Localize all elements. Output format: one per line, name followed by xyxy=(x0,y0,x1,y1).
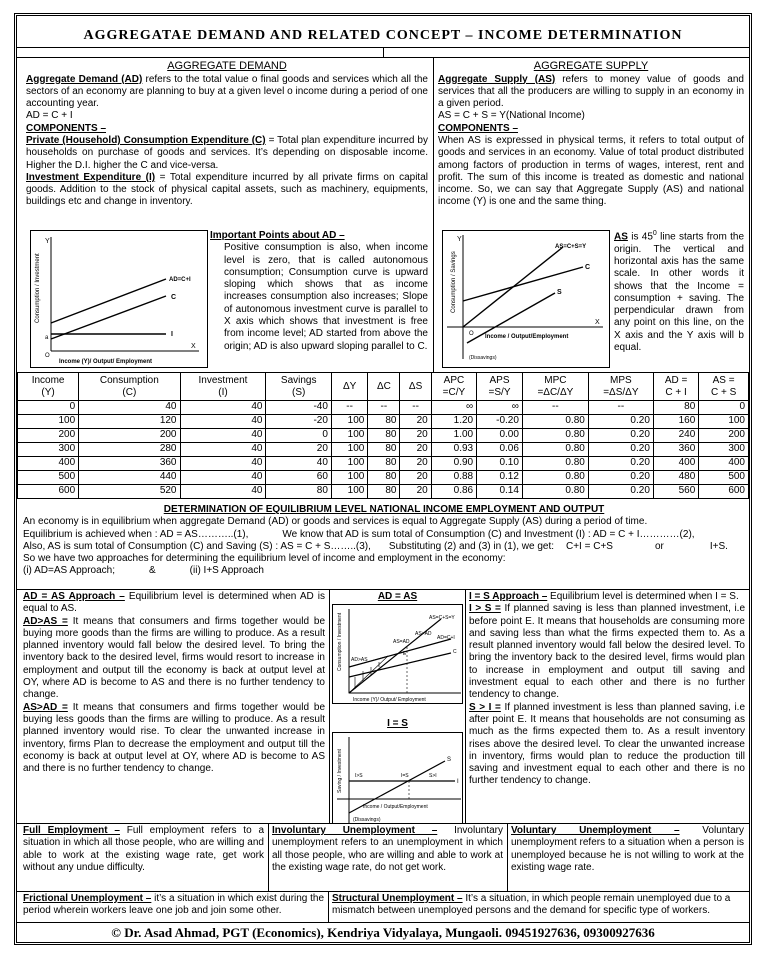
table-cell: 40 xyxy=(266,457,331,471)
table-cell: 0.20 xyxy=(588,471,653,485)
as-heading: AGGREGATE SUPPLY xyxy=(533,60,649,72)
invol-text: Involuntary unemployment refers to an unemployment in which all those people, who are willing and able to work at the existing wage rate, do not get work. xyxy=(272,825,503,873)
table-row xyxy=(18,471,749,485)
ad-line xyxy=(51,279,166,323)
table-header-cell: ΔY xyxy=(331,373,367,401)
table-cell: 400 xyxy=(699,457,749,471)
label-c: C xyxy=(453,649,457,656)
eq-line1: An economy is in equilibrium when aggregate Demand (AD) or goods and services is equal to Aggregate Supply (AS) during a period of time. xyxy=(23,516,648,528)
points-text: Positive consumption is also, when income level is zero, that is called autonomous consumption; Consumption curve is upward sloping which shows that as income increases consumption also increases; Slope of autonomous investment curve is parallel to X axis which shows that investment is free from income level; AD started from above the origin; AD is also upward sloping parallel to C. xyxy=(224,242,428,352)
adas-approach xyxy=(23,591,325,823)
table-cell: 0.80 xyxy=(522,429,588,443)
table-cell: 400 xyxy=(653,457,698,471)
table-cell: 0.00 xyxy=(477,429,523,443)
table-cell: 100 xyxy=(331,485,367,499)
table-cell: 40 xyxy=(180,429,266,443)
divider xyxy=(383,48,384,57)
table-cell: 80 xyxy=(653,401,698,415)
table-cell: 0.80 xyxy=(522,471,588,485)
i-term: Investment Expenditure (I) xyxy=(26,171,156,183)
table-cell: 500 xyxy=(699,471,749,485)
table-cell: 20 xyxy=(400,471,431,485)
label-c: C xyxy=(585,264,591,271)
divider xyxy=(17,891,749,892)
table-cell: 100 xyxy=(331,429,367,443)
table-cell: 100 xyxy=(331,457,367,471)
c-text: = Total plan expenditure incurred by households on purchase of goods and services. It’s depending on disposable income. Higher the D.I. higher the C and vice-versa. xyxy=(26,135,428,171)
table-cell: 20 xyxy=(400,429,431,443)
x-label: Income / Output/Employment xyxy=(363,803,428,810)
schedule-table-wrap xyxy=(17,372,749,503)
table-cell: 0.14 xyxy=(477,485,523,499)
divider xyxy=(465,589,466,823)
label-i: I xyxy=(457,778,459,785)
label-eq: AS=AD xyxy=(393,639,410,646)
ad-def-text: refers to the total value o final goods and services which all the sectors of an economy are planning to buy at a given level o income during a period of one accounting year. xyxy=(26,73,428,110)
as-note-text-2: line starts from the origin. The vertical and horizontal axis has the same scale. In other words it shows that the Income = consumption + saving. The perpendicular drawn from any point on this line, on the X axis and the Y axis will b equal. xyxy=(614,231,744,353)
schedule-table xyxy=(17,372,749,499)
label-ad: AD=C+I xyxy=(437,635,455,642)
label-s: S xyxy=(557,289,562,296)
table-cell: 400 xyxy=(18,457,79,471)
important-points xyxy=(210,230,428,372)
x-label: Income / Output/Employment xyxy=(485,334,569,340)
full-text: Full employment refers to a situation in which all those people, who are willing and able to work at the existing wage rate, get work without any undue difficulty. xyxy=(23,825,264,873)
table-cell: -0.20 xyxy=(477,415,523,429)
table-header-cell: APS =S/Y xyxy=(477,373,523,401)
footer-credit: © Dr. Asad Ahmad, PGT (Economics), Kendriya Vidyalaya, Mungaoli. 09451927636, 09300927636 xyxy=(17,922,749,942)
table-cell: 80 xyxy=(368,457,400,471)
ad-formula: AD = C + I xyxy=(26,110,73,122)
table-cell: 0.20 xyxy=(588,443,653,457)
table-cell: 520 xyxy=(79,485,180,499)
as-def-text: refers to money value of goods and services that all the producers are willing to supply in an economy in a given period. xyxy=(438,73,744,110)
table-cell: 240 xyxy=(653,429,698,443)
vol-term: Voluntary Unemployment – xyxy=(511,825,680,836)
table-cell: 0.06 xyxy=(477,443,523,457)
as-graph xyxy=(442,230,610,368)
label-as: AS=C+S=Y xyxy=(555,244,587,250)
table-cell: -20 xyxy=(266,415,331,429)
table-cell: 20 xyxy=(400,457,431,471)
table-cell: 360 xyxy=(653,443,698,457)
adas-p1-text: It means that consumers and firms together would be buying more goods than the firms are willing to produce. As a result planned inventory would fall below the desired level. To bring the inventory back to the desired level, firms would resort to increase in employment and output till the economy is back at output level at OY, where AD is become to AS and there is no further tendency to change. xyxy=(23,615,325,701)
label-y: Y xyxy=(45,238,50,245)
table-header-cell: Consumption (C) xyxy=(79,373,180,401)
table-cell: 0.80 xyxy=(522,415,588,429)
x-label: Income (Y)/ Output/ Employment xyxy=(353,697,426,704)
y-label: Consumption / Investment xyxy=(337,613,343,672)
as-comp-text: When AS is expressed in physical terms, it refers to total output of goods and services in an economy. Value of total product distributed among factors of production in terms of wages, interest, rent and profit. The sum of this income is treated as domestic and national income. So, we can say that Aggregate Supply (AS) and national income (Y) is one and the same thing. xyxy=(438,135,744,208)
eq-line3c: C+I = C+S xyxy=(566,540,613,552)
adas-p2-text: It means that consumers and firms together would be buying less goods than the firms are willing to produce. As a result planned inventory would rise. To clear the unwanted increase in inventory, firms Plan to decrease the employment and output till the economy is back at output level at OY, where AD is become to AS and there is no further tendency to change. xyxy=(23,701,325,775)
table-row xyxy=(18,401,749,415)
label-o: O xyxy=(469,331,474,337)
is-p2-term: S > I = xyxy=(469,701,501,713)
table-cell: -- xyxy=(522,401,588,415)
as-graph-svg xyxy=(443,231,609,367)
table-cell: 80 xyxy=(368,443,400,457)
voluntary-unemployment xyxy=(511,825,744,891)
table-cell: ∞ xyxy=(477,401,523,415)
table-cell: 360 xyxy=(79,457,180,471)
table-header-row xyxy=(18,373,749,401)
as-formula: AS = C + S = Y(National Income) xyxy=(438,110,585,122)
structural-unemployment xyxy=(332,893,744,922)
y-label: Consumption / Investment xyxy=(35,253,41,323)
table-header-cell: ΔS xyxy=(400,373,431,401)
table-cell: 20 xyxy=(400,415,431,429)
as-note-term: AS xyxy=(614,231,628,243)
as-note-sup: 0 xyxy=(652,230,657,237)
table-cell: 40 xyxy=(180,485,266,499)
table-cell: 500 xyxy=(18,471,79,485)
equilibrium-section xyxy=(23,504,745,590)
table-cell: 20 xyxy=(266,443,331,457)
table-cell: 20 xyxy=(400,443,431,457)
table-header-cell: AD = C + I xyxy=(653,373,698,401)
table-cell: 0.10 xyxy=(477,457,523,471)
table-header-cell: Investment (I) xyxy=(180,373,266,401)
label-x: X xyxy=(191,343,196,350)
label-igt: I>S xyxy=(355,772,363,779)
eq-line3a: Also, AS is sum total of Consumption (C) and Saving (S) : AS = C + S……..(3), xyxy=(23,540,371,552)
graph-adas xyxy=(332,604,463,704)
table-cell: 1.00 xyxy=(431,429,476,443)
table-cell: 80 xyxy=(266,485,331,499)
as-components: COMPONENTS – xyxy=(438,122,519,134)
eq-line2b: We know that AD is sum total of Consumption (C) and Investment (I) : AD = C + I…………(2), xyxy=(282,528,695,540)
graph-is-title: I = S xyxy=(387,718,408,730)
table-row xyxy=(18,443,749,457)
eq-line3d: or xyxy=(654,540,664,552)
eq-line5c: (ii) I+S Approach xyxy=(189,565,264,577)
table-cell: 120 xyxy=(79,415,180,429)
full-employment xyxy=(23,825,264,891)
x-label: Income (Y)/ Output/ Employment xyxy=(59,359,153,365)
table-cell: 0.12 xyxy=(477,471,523,485)
y-label: Saving / Investment xyxy=(337,748,343,793)
table-body xyxy=(18,401,749,499)
label-i: I xyxy=(171,331,173,338)
table-cell: 300 xyxy=(18,443,79,457)
table-cell: 40 xyxy=(180,457,266,471)
divider xyxy=(268,823,269,891)
table-cell: 100 xyxy=(331,471,367,485)
divider xyxy=(17,57,749,58)
ad-heading: AGGREGATE DEMAND xyxy=(167,60,287,72)
table-cell: 300 xyxy=(699,443,749,457)
table-cell: 60 xyxy=(266,471,331,485)
label-o: O xyxy=(45,353,50,359)
table-cell: 160 xyxy=(653,415,698,429)
table-cell: 480 xyxy=(653,471,698,485)
divider xyxy=(328,891,329,922)
table-cell: 40 xyxy=(79,401,180,415)
table-cell: 100 xyxy=(331,415,367,429)
label-y: Y xyxy=(457,236,462,243)
i-text: = Total expenditure incurred by all private firms on capital goods. Addition to the stock of physical capital assets, such as machinery, equipments, buildings etc and change in inventory. xyxy=(26,171,428,208)
ad-graph-svg xyxy=(31,231,207,367)
label-sgt: S>I xyxy=(429,772,437,779)
table-cell: 560 xyxy=(653,485,698,499)
frictional-unemployment xyxy=(23,893,325,922)
table-header-cell: ΔC xyxy=(368,373,400,401)
is-intro: Equilibrium level is determined when I = S. xyxy=(547,591,739,602)
table-cell: -- xyxy=(588,401,653,415)
table-cell: 440 xyxy=(79,471,180,485)
as-note xyxy=(614,230,744,372)
table-cell: 1.20 xyxy=(431,415,476,429)
table-cell: 40 xyxy=(180,415,266,429)
involuntary-unemployment xyxy=(272,825,503,891)
label-x: X xyxy=(595,319,600,326)
table-header-cell: AS = C + S xyxy=(699,373,749,401)
table-cell: 600 xyxy=(18,485,79,499)
struct-text: It’s a situation, in which people remain unemployed due to a mismatch between unemployed persons and the demand for specific type of workers. xyxy=(332,893,731,917)
aggregate-supply-section xyxy=(438,60,744,230)
struct-term: Structural Unemployment – xyxy=(332,893,463,904)
table-row xyxy=(18,415,749,429)
table-cell: 80 xyxy=(368,471,400,485)
table-cell: 40 xyxy=(180,443,266,457)
is-p1-text: If planned saving is less than planned investment, i.e before point E. It means that households are consuming more and saving less than what the firms expected them to. As a result planned inventory would fall below the desired level. To bring the inventory back to the desired level, firms would plan to increase in employment and output till saving and investment equal to each other and there is no further tendency to change. xyxy=(469,603,745,701)
table-row xyxy=(18,457,749,471)
table-cell: 20 xyxy=(400,485,431,499)
is-p2-text: If planned investment is less than planned saving, i.e after point E. It means that households are not consuming as much as the firms expected them to. As a result inventory rises above the desired level. To clear the unwanted increase in inventory, firms would plan to reduce the production till saving and investment equal to each other and there is no further tendency to change. xyxy=(469,701,745,787)
table-cell: 200 xyxy=(18,429,79,443)
table-header-cell: Savings (S) xyxy=(266,373,331,401)
table-cell: 280 xyxy=(79,443,180,457)
table-cell: 100 xyxy=(699,415,749,429)
table-cell: 0.20 xyxy=(588,429,653,443)
vol-text: Voluntary unemployment refers to a situation when a person is unemployed because he is not willing to work at the existing wage rate. xyxy=(511,825,744,873)
adas-p2-term: AS>AD = xyxy=(23,701,68,713)
table-cell: 200 xyxy=(699,429,749,443)
table-cell: 0.80 xyxy=(522,457,588,471)
is-p1-term: I > S = xyxy=(469,603,501,615)
c-term: Private (Household) Consumption Expenditure (C) xyxy=(26,135,266,146)
label-as: AS=C+S=Y xyxy=(429,615,455,622)
table-cell: 0.88 xyxy=(431,471,476,485)
table-header-cell: MPC =ΔC/ΔY xyxy=(522,373,588,401)
divider xyxy=(433,57,434,372)
table-header-cell: MPS =ΔS/ΔY xyxy=(588,373,653,401)
eq-line2a: Equilibrium is achieved when : AD = AS………..(1), xyxy=(23,528,249,540)
label-is: I=S xyxy=(401,772,409,779)
as-note-text-1: is 45 xyxy=(627,231,653,243)
y-label: Consumption / Savings xyxy=(451,251,457,313)
label-dissavings: (Dissavings) xyxy=(469,355,497,361)
table-cell: 0.20 xyxy=(588,415,653,429)
table-header-cell: APC =C/Y xyxy=(431,373,476,401)
table-cell: 0 xyxy=(266,429,331,443)
consumption-line xyxy=(463,267,583,301)
table-cell: 40 xyxy=(180,401,266,415)
table-cell: ∞ xyxy=(431,401,476,415)
table-cell: 80 xyxy=(368,429,400,443)
table-cell: 0.80 xyxy=(522,443,588,457)
as-def-term: Aggregate Supply (AS) xyxy=(438,73,556,85)
fric-text: it’s a situation in which exist during the period wherein workers leave one job and join some other. xyxy=(23,893,325,917)
table-cell: 100 xyxy=(18,415,79,429)
table-cell: 80 xyxy=(368,415,400,429)
ad-components: COMPONENTS – xyxy=(26,122,107,134)
table-cell: -- xyxy=(331,401,367,415)
table-cell: 0.93 xyxy=(431,443,476,457)
eq-line5a: (i) AD=AS Approach; xyxy=(23,565,115,577)
graph-adas-title: AD = AS xyxy=(377,591,418,602)
label-a: a xyxy=(45,335,49,341)
table-cell: 0.80 xyxy=(522,485,588,499)
table-cell: 100 xyxy=(331,443,367,457)
label-e: E xyxy=(403,651,407,658)
table-cell: 0.86 xyxy=(431,485,476,499)
eq-line3b: Substituting (2) and (3) in (1), we get: xyxy=(388,540,554,552)
table-cell: -- xyxy=(400,401,431,415)
table-header-cell: Income (Y) xyxy=(18,373,79,401)
label-adci: AD=C+I xyxy=(169,277,191,283)
consumption-line xyxy=(51,296,166,339)
invol-term: Involuntary Unemployment – xyxy=(272,825,438,836)
adas-term: AD = AS Approach – xyxy=(23,591,125,602)
ad-graph xyxy=(30,230,208,368)
adas-p1-term: AD>AS = xyxy=(23,615,68,627)
ad-def-term: Aggregate Demand (AD) xyxy=(26,73,143,85)
label-gt: AD>AS xyxy=(351,657,368,664)
table-cell: -- xyxy=(368,401,400,415)
table-cell: 0.20 xyxy=(588,485,653,499)
equilibrium-graphs xyxy=(330,591,465,823)
eq-line5b: & xyxy=(149,565,156,577)
full-term: Full Employment – xyxy=(23,825,120,836)
fric-term: Frictional Unemployment – xyxy=(23,893,152,904)
is-approach xyxy=(469,591,745,823)
label-lt: AS>AD xyxy=(415,631,432,638)
eq-line3e: I+S. xyxy=(709,540,728,552)
table-cell: 40 xyxy=(180,471,266,485)
graph-is xyxy=(332,732,463,823)
divider xyxy=(17,823,749,824)
adas-intro: Equilibrium level is determined when AD is equal to AS. xyxy=(23,591,325,615)
table-cell: 0.90 xyxy=(431,457,476,471)
table-cell: -40 xyxy=(266,401,331,415)
table-cell: 80 xyxy=(368,485,400,499)
points-title: Important Points about AD – xyxy=(210,230,345,241)
is-term: I = S Approach – xyxy=(469,591,548,602)
page-frame xyxy=(14,13,752,945)
label-c: C xyxy=(171,294,177,301)
eq-line4: So we have two approaches for determining the equilibrium level of income and employment in the economy: xyxy=(23,553,506,565)
aggregate-demand-section xyxy=(26,60,428,230)
eq-heading: DETERMINATION OF EQUILIBRIUM LEVEL NATIONAL INCOME EMPLOYMENT AND OUTPUT xyxy=(163,504,605,515)
label-s: S xyxy=(447,756,452,763)
label-dissavings: (Dissavings) xyxy=(353,816,381,823)
divider xyxy=(17,589,749,590)
table-cell: 200 xyxy=(79,429,180,443)
page-title: AGGREGATAE DEMAND AND RELATED CONCEPT – INCOME DETERMINATION xyxy=(17,16,749,48)
table-row xyxy=(18,429,749,443)
table-cell: 600 xyxy=(699,485,749,499)
divider xyxy=(507,823,508,891)
table-cell: 0.20 xyxy=(588,457,653,471)
table-row xyxy=(18,485,749,499)
table-cell: 0 xyxy=(18,401,79,415)
table-cell: 0 xyxy=(699,401,749,415)
